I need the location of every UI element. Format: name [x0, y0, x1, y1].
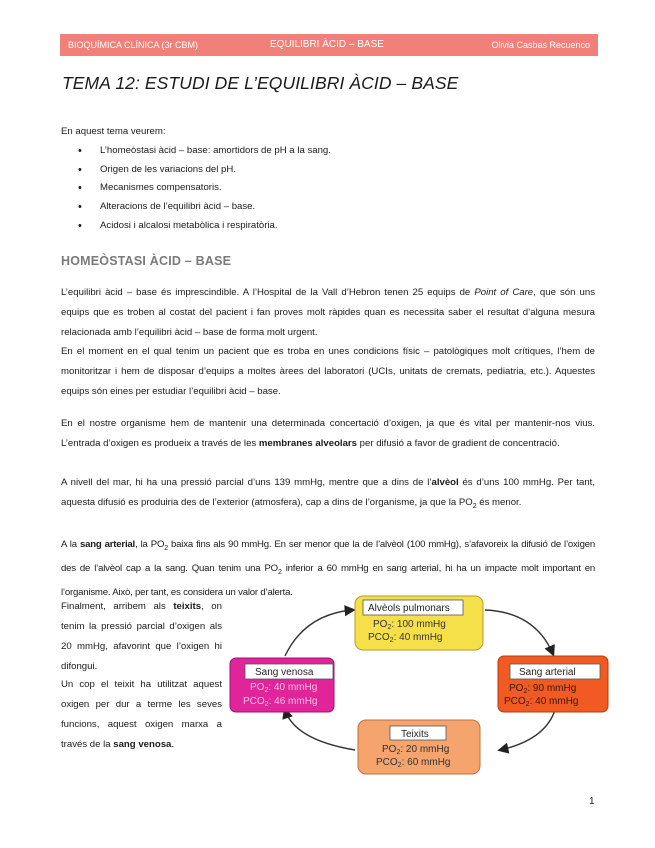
arrow-arterial-to-teixits: [500, 710, 555, 750]
point-of-care-term: Point of Care: [474, 287, 534, 298]
alveols-label: Alvèols pulmonars: [368, 603, 450, 614]
paragraph-5: A la sang arterial, la $PO_2$ baixa fins als 90 mmHg. En ser menor que la de l’alvèol (100 mmHg), s’afavoreix la difusió de l’oxigen des de l’alvèol cap a la sang. Quan tenim una $PO_2$ inferior a 60 mmHg en sang arterial, hi ha un impacte molt important en l’organisme. Això, per tant, es considera un valor d’alerta.: [61, 539, 596, 598]
list-item: • Alteracions de l’equilibri àcid – base.: [78, 198, 331, 217]
section-heading: HOMEÒSTASI ÀCID – BASE: [61, 254, 232, 268]
paragraph-7: Un cop el teixit ha utilitzat aquest oxigen per dur a terme les seves funcions, aquest oxigen marxa a través de la sang venosa.: [61, 679, 222, 750]
header-course: BIOQUÍMICA CLÍNICA (3r CBM): [68, 40, 199, 50]
header-author: Olivia Casbas Recuenco: [491, 40, 590, 50]
page-header: [60, 34, 598, 56]
teixits-po2: $PO_2$: 20 mmHg: [382, 744, 450, 756]
list-item: • Mecanismes compensatoris.: [78, 179, 331, 198]
arrow-venosa-to-alveols: [285, 610, 353, 656]
arterial-po2: $PO_2$: 90 mmHg: [509, 683, 577, 695]
paragraph-4: A nivell del mar, hi ha una pressió parcial d’uns 139 mmHg, mentre que a dins de l’alvèol és d’uns 100 mmHg. Per tant, aquesta difusió es produiria des de l’exterior (atmosfera), cap a dins de l’organisme, ja que la $PO_2$ és menor.: [61, 477, 595, 510]
arterial-pco2: $PCO_2$: 40 mmHg: [504, 696, 579, 708]
page-title: TEMA 12: ESTUDI DE L’EQUILIBRI ÀCID – BASE: [62, 73, 459, 93]
paragraph-1: L’equilibri àcid – base és imprescindible. A l’Hospital de la Vall d’Hebron tenen 25 equips de Point of Care, que són uns equips que es troben al costat del pacient i fan proves molt ràpides quan es necessita saber el resultat d’alguna mesura relacionada amb l’equilibri àcid – base de forma molt urgent.: [61, 287, 595, 338]
intro-text: En aquest tema veurem:: [61, 126, 166, 137]
list-item: • Acidosi i alcalosi metabòlica i respiratòria.: [78, 217, 331, 236]
list-item: • Origen de les variacions del pH.: [78, 161, 331, 180]
teixits-pco2: $PCO_2$: 60 mmHg: [376, 757, 451, 769]
header-topic: EQUILIBRI ÀCID – BASE: [270, 39, 384, 50]
arrow-alveols-to-arterial: [485, 610, 553, 654]
teixits-box: [358, 720, 480, 774]
gas-exchange-diagram: [225, 590, 615, 780]
arrow-teixits-to-venosa: [285, 710, 355, 750]
list-item: • L’homeòstasi àcid – base: amortidors de pH a la sang.: [78, 142, 331, 161]
alveols-po2: $PO_2$: 100 mmHg: [373, 619, 446, 631]
venosa-po2: $PO_2$: 40 mmHg: [250, 682, 318, 694]
alveols-pco2: $PCO_2$: 40 mmHg: [368, 632, 443, 644]
paragraph-6: Finalment, arribem als teixits, on tenim la pressió parcial d’oxigen als 20 mmHg, afavorint que l’oxigen hi difongui.: [61, 601, 222, 672]
arterial-box: [498, 656, 608, 712]
alveols-box: [355, 596, 483, 650]
paragraph-2: En el moment en el qual tenim un pacient que es troba en unes condicions físic – patològiques molt crítiques, l’hem de monitoritzar i hem de disposar d’equips a moltes àrees del laboratori (UCIs, unitats de cremats, pediatria, etc.). Aquestes equips són eines per estudiar l’equilibri àcid – base.: [61, 346, 595, 397]
venosa-pco2: $PCO_2$: 46 mmHg: [243, 696, 318, 708]
topic-list: [78, 142, 331, 235]
venosa-label: Sang venosa: [255, 667, 314, 678]
arterial-label: Sang arterial: [519, 667, 576, 678]
teixits-label: Teixits: [401, 729, 429, 740]
page-number: 1: [589, 796, 595, 807]
paragraph-3: En el nostre organisme hem de mantenir una determinada concertació d’oxigen, ja que és vital per mantenir-nos vius. L’entrada d’oxigen es produeix a través de les membranes alveolars per difusió a favor de gradient de concentració.: [61, 418, 595, 449]
venosa-box: [230, 658, 334, 712]
